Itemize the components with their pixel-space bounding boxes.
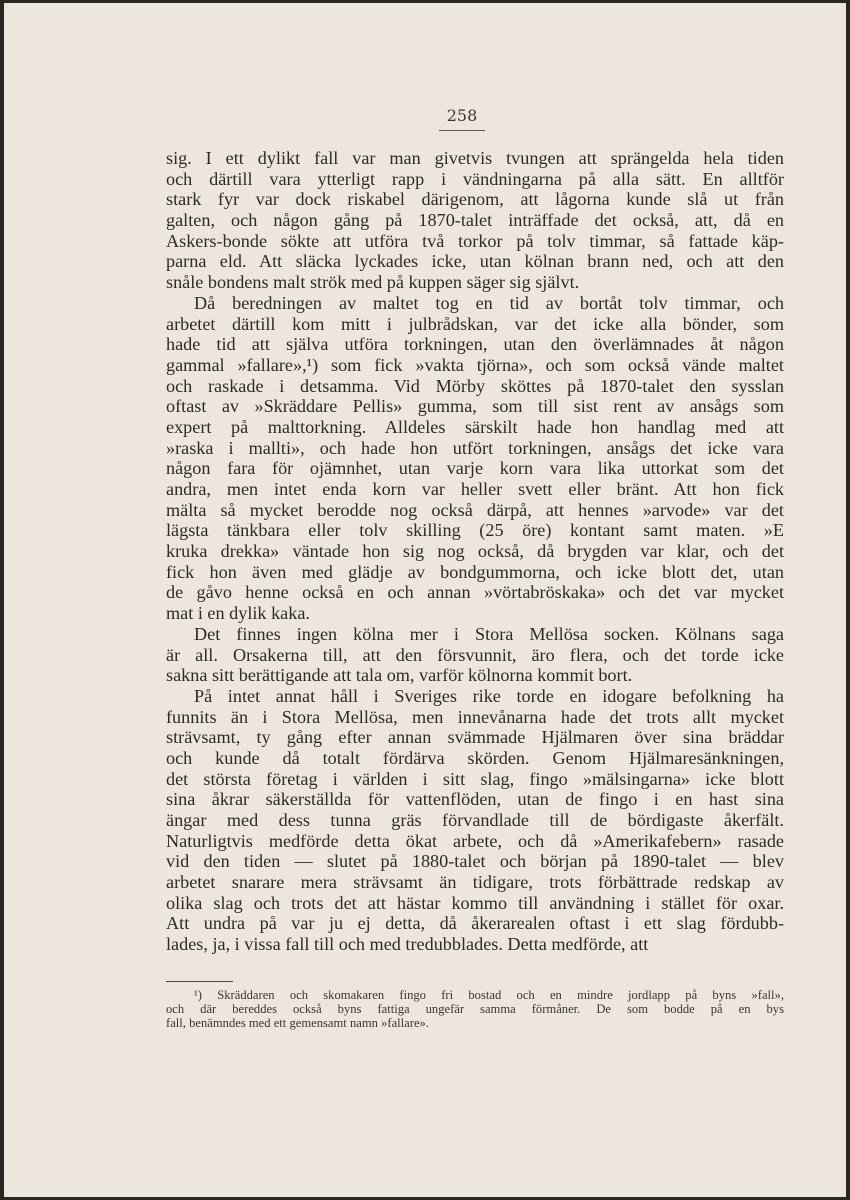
page-number-rule: [439, 130, 485, 131]
text-line: oftast av »Skräddare Pellis» gumma, som till sist rent av ansågs som: [166, 396, 784, 417]
page-number: 258: [446, 106, 478, 125]
text-line: gammal »fallare»,¹) som fick »vakta tjörna», och som också vände maltet: [166, 354, 784, 375]
text-line: Det finnes ingen kölna mer i Stora Mellösa socken. Kölnans saga: [194, 623, 784, 644]
text-line: någon fara för ojämnhet, utan varje korn vara lika uttorkat som det: [166, 458, 784, 479]
text-line: ängar med dess tunna gräs förvandlade till de bördigaste åkerfält.: [166, 810, 784, 830]
text-line: och därtill vara ytterligt rapp i vändningarna på alla sätt. En alltför: [166, 168, 784, 189]
footnote-line: ¹) Skräddaren och skomakaren fingo fri bostad och en mindre jordlapp på byns »fall»,: [194, 988, 784, 1002]
footnote-line: fall, benämndes med ett gemensamt namn »fallare».: [166, 1016, 429, 1030]
text-line: arbetet snarare mera strävsamt än tidigare, trots förbättrade redskap av: [166, 872, 784, 893]
text-line: de gåvo henne också en och annan »vörtabröskaka» och det var mycket: [166, 582, 784, 603]
text-line: expert på malttorkning. Alldeles särskilt hade hon handlag med att: [166, 416, 784, 437]
text-line: strävsamt, ty gång efter annan svämmade Hjälmaren över sina bräddar: [166, 727, 784, 748]
text-line: och kunde då totalt fördärva skörden. Genom Hjälmaresänkningen,: [166, 747, 784, 768]
text-line: galten, och någon gång på 1870-talet inträffade det också, att, då en: [166, 210, 784, 231]
text-line: lägsta tänkbara eller tolv skilling (25 öre) kontant samt maten. »E: [166, 520, 784, 541]
text-line: vid den tiden — slutet på 1880-talet och början på 1890-talet — blev: [166, 851, 784, 872]
text-line: Naturligtvis medförde detta ökat arbete, och då »Amerikafebern» rasade: [166, 830, 784, 851]
document-page: [4, 3, 846, 1197]
text-line: andra, men intet enda korn var heller svett eller bränt. Att hon fick: [166, 479, 784, 499]
text-line: sina åkrar säkerställda för vattenflöden, utan de fingo i en hast sina: [166, 789, 784, 810]
text-line: kruka drekka» väntade hon sig nog också, då brygden var klar, och det: [166, 541, 784, 562]
text-line: mälta så mycket berodde nog också därpå, att hennes »arvode» var det: [166, 499, 784, 520]
text-line: sakna sitt berättigande att tala om, varför kölnorna kommit bort.: [166, 665, 633, 686]
text-line: På intet annat håll i Sveriges rike torde en idogare befolkning ha: [194, 685, 784, 706]
text-line: hade tid att själva utföra torkningen, utan den överlämnades åt någon: [166, 334, 784, 355]
text-line: funnits än i Stora Mellösa, men innevånarna hade det trots allt mycket: [166, 706, 784, 727]
text-line: olika slag och trots det att hästar kommo till användning i stället för oxar.: [166, 892, 784, 913]
text-line: Askers-bonde sökte att utföra två torkor på tolv timmar, så fattade käp-: [166, 230, 784, 251]
footnote: [166, 988, 784, 1030]
text-line: är all. Orsakerna till, att den försvunnit, äro flera, och det torde icke: [166, 644, 784, 665]
body-text: [166, 148, 784, 955]
text-line: sig. I ett dylikt fall var man givetvis tvungen att sprängelda hela tiden: [166, 148, 784, 168]
text-line: stark fyr var dock riskabel därigenom, att lågorna kunde slå ut från: [166, 189, 784, 210]
text-line: parna eld. Att släcka lyckades icke, utan kölnan brann ned, och att den: [166, 251, 784, 272]
text-line: mat i en dylik kaka.: [166, 603, 310, 624]
text-line: Då beredningen av maltet tog en tid av bortåt tolv timmar, och: [194, 292, 784, 313]
text-line: snåle bondens malt strök med på kuppen säger sig självt.: [166, 272, 580, 293]
text-line: det största företag i världen i sitt slag, fingo »mälsingarna» icke blott: [166, 768, 784, 789]
footnote-line: och där bereddes också byns fattiga ungefär samma förmåner. De som bodde på en bys: [166, 1002, 784, 1016]
text-line: Att undra på var ju ej detta, då åkerarealen oftast i ett slag fördubb-: [166, 913, 784, 934]
text-line: och raskade i detsamma. Vid Mörby sköttes på 1870-talet den sysslan: [166, 375, 784, 396]
text-line: arbetet därtill kom mitt i julbrådskan, var det icke alla bönder, som: [166, 313, 784, 334]
text-line: lades, ja, i vissa fall till och med tredubblades. Detta medförde, att: [166, 934, 649, 955]
text-line: »raska i mallti», och hade hon utfört torkningen, ansågs det icke vara: [166, 437, 784, 458]
footnote-divider: [166, 981, 233, 982]
text-line: fick hon även med glädje av bondgummorna, och icke blott det, utan: [166, 561, 784, 582]
